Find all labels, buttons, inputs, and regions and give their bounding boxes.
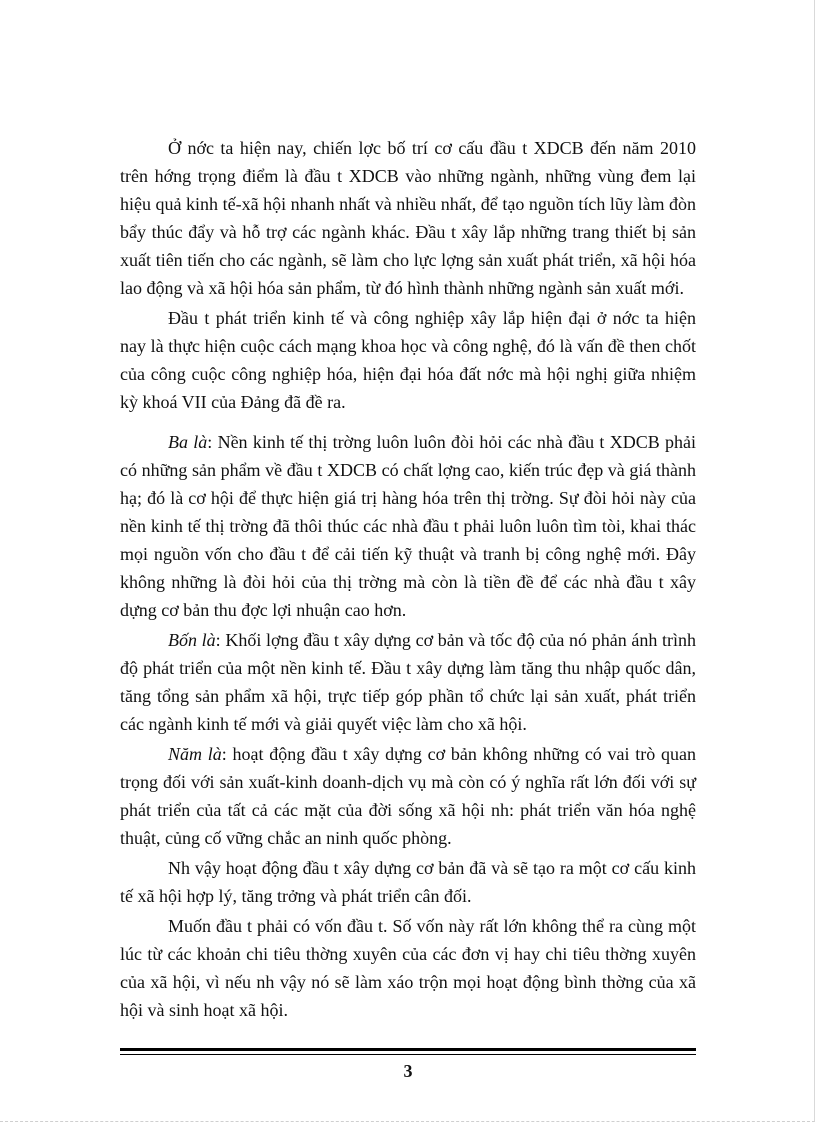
paragraph-lead: Bốn là [168,630,216,650]
paragraph-4 [120,626,696,738]
paragraph-lead: Năm là [168,744,222,764]
paragraph-text: : hoạt động đầu t xây dựng cơ bản không những có vai trò quan trọng đối với sản xuất-kinh doanh-dịch vụ mà còn có ý nghĩa rất lớn đối với sự phát triển của tất cả các mặt của đời sống xã hội nh: phát triển văn hóa nghệ thuật, củng cố vững chắc an ninh quốc phòng. [120,744,696,848]
footer-rule-thin [120,1054,696,1055]
document-body [120,134,696,1024]
paragraph-text: : Khối lợng đầu t xây dựng cơ bản và tốc độ của nó phản ánh trình độ phát triển của một nền kinh tế. Đầu t xây dựng làm tăng thu nhập quốc dân, tăng tổng sản phẩm xã hội, trực tiếp góp phần tổ chức lại sản xuất, phát triển các ngành kinh tế mới và giải quyết việc làm cho xã hội. [120,630,697,734]
paragraph-text: : Nền kinh tế thị trờng luôn luôn đòi hỏi các nhà đầu t XDCB phải có những sản phẩm về đầu t XDCB có chất lợng cao, kiến trúc đẹp và giá thành hạ; đó là cơ hội để thực hiện giá trị hàng hóa trên thị trờng. Sự đòi hỏi này của nền kinh tế thị trờng đã thôi thúc các nhà đầu t phải luôn luôn tìm tòi, khai thác mọi nguồn vốn cho đầu t để cải tiến kỹ thuật và tranh bị công nghệ mới. Đây không những là đòi hỏi của thị trờng mà còn là tiền đề để các nhà đầu t xây dựng cơ bản thu đợc lợi nhuận cao hơn. [120,432,696,620]
page-number: 3 [403,1061,413,1081]
paragraph-5 [120,740,696,852]
footer-rule-thick [120,1048,696,1051]
paragraph-lead: Ba là [168,432,208,452]
paragraph-6 [120,854,696,910]
paragraph-text: Ở nớc ta hiện nay, chiến lợc bố trí cơ cấu đầu t XDCB đến năm 2010 trên hớng trọng điểm là đầu t XDCB vào những ngành, những vùng đem lại hiệu quả kinh tế-xã hội nhanh nhất và nhiều nhất, để tạo nguồn tích lũy làm đòn bẩy thúc đẩy và hỗ trợ các ngành khác. Đầu t xây lắp những trang thiết bị sản xuất tiên tiến cho các ngành, sẽ làm cho lực lợng sản xuất phát triển, xã hội hóa lao động và xã hội hóa sản phẩm, từ đó hình thành những ngành sản xuất mới. [120,138,696,298]
paragraph-text: Đầu t phát triển kinh tế và công nghiệp xây lắp hiện đại ở nớc ta hiện nay là thực hiện cuộc cách mạng khoa học và công nghệ, đó là vấn đề then chốt của công cuộc công nghiệp hóa, hiện đại hóa đất nớc mà hội nghị giữa nhiệm kỳ khoá VII của Đảng đã đề ra. [120,308,696,412]
paragraph-7 [120,912,696,1024]
paragraph-2 [120,304,696,416]
paragraph-1 [120,134,696,302]
paragraph-text: Nh vậy hoạt động đầu t xây dựng cơ bản đã và sẽ tạo ra một cơ cấu kinh tế xã hội hợp lý, tăng trởng và phát triển cân đối. [120,858,696,906]
paragraph-text: Muốn đầu t phải có vốn đầu t. Số vốn này rất lớn không thể ra cùng một lúc từ các khoản chi tiêu thờng xuyên của các đơn vị hay chi tiêu thờng xuyên của xã hội, vì nếu nh vậy nó sẽ làm xáo trộn mọi hoạt động bình thờng của xã hội và sinh hoạt xã hội. [120,916,696,1020]
paragraph-3 [120,428,696,624]
